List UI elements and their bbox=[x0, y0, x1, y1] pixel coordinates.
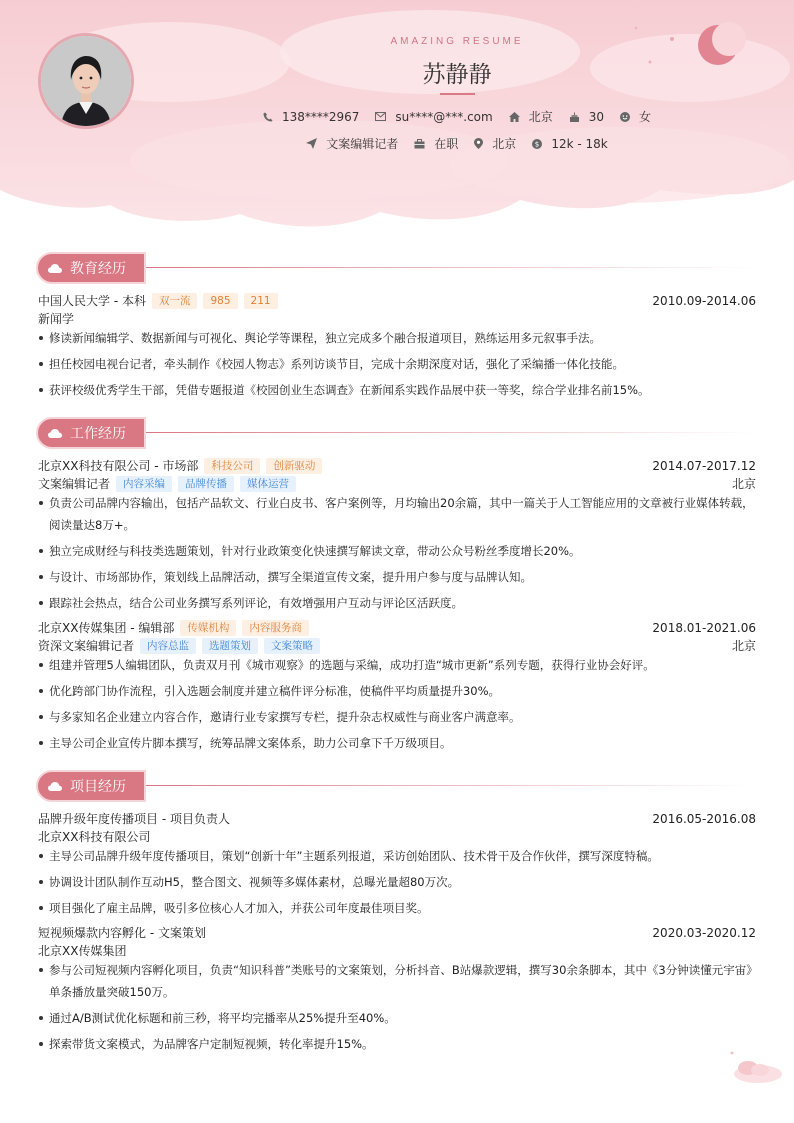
list-item: 组建并管理5人编辑团队，负责双月刊《城市观察》的选题与采编，成功打造“城市更新”系列专题，获得行业协会好评。 bbox=[38, 654, 756, 676]
list-item: 跟踪社会热点，结合公司业务撰写系列评论，有效增强用户互动与评论区活跃度。 bbox=[38, 592, 756, 614]
list-item: 独立完成财经与科技类选题策划，针对行业政策变化快速撰写解读文章，带动公众号粉丝季度增长20%。 bbox=[38, 540, 756, 562]
hometown-text: 北京 bbox=[528, 110, 553, 124]
section-education-header bbox=[36, 252, 756, 284]
gender-text: 女 bbox=[639, 110, 652, 124]
section-title: 教育经历 bbox=[70, 261, 126, 277]
briefcase-icon bbox=[414, 139, 425, 149]
role-tag: 品牌传播 bbox=[178, 476, 234, 492]
project-name: 品牌升级年度传播项目 - 项目负责人 bbox=[38, 812, 230, 826]
project-date: 2020.03-2020.12 bbox=[652, 925, 756, 940]
role-tag: 媒体运营 bbox=[240, 476, 296, 492]
cloud-icon bbox=[728, 1050, 784, 1086]
role-tag: 内容总监 bbox=[140, 638, 196, 654]
section-pill bbox=[36, 770, 146, 802]
company-tag: 内容服务商 bbox=[242, 620, 309, 636]
job-city: 北京 bbox=[731, 639, 756, 653]
target-job-item bbox=[306, 135, 398, 152]
list-item: 与多家知名企业建立内容合作，邀请行业专家撰写专栏，提升杂志权威性与商业客户满意率。 bbox=[38, 706, 756, 728]
cloud-icon bbox=[48, 429, 62, 438]
section-title: 项目经历 bbox=[70, 779, 126, 795]
brand-text: AMAZING RESUME bbox=[390, 36, 524, 47]
project-org-row bbox=[38, 942, 756, 959]
job-role-row bbox=[38, 637, 756, 654]
list-item: 主导公司品牌升级年度传播项目，策划“创新十年”主题系列报道，采访创始团队、技术骨干及合作伙伴，撰写深度特稿。 bbox=[38, 845, 756, 867]
svg-text:$: $ bbox=[535, 140, 540, 149]
phone-text: 138****2967 bbox=[281, 109, 360, 124]
list-item: 参与公司短视频内容孵化项目，负责“知识科普”类账号的文案策划，分析抖音、B站爆款逻辑，撰写30余条脚本，其中《3分钟读懂元宇宙》单条播放量突破150万。 bbox=[38, 959, 756, 1003]
list-item: 主导公司企业宣传片脚本撰写，统筹品牌文案体系，助力公司拿下千万级项目。 bbox=[38, 732, 756, 754]
email-text: su****@***.com bbox=[395, 109, 493, 124]
intention-row bbox=[0, 135, 794, 152]
home-icon bbox=[509, 112, 520, 122]
list-item: 获评校级优秀学生干部，凭借专题报道《校园创业生态调查》在新闻系实践作品展中获一等奖，综合学业排名前15%。 bbox=[38, 379, 756, 401]
project-row bbox=[38, 810, 756, 827]
send-icon bbox=[306, 138, 317, 149]
age-item bbox=[569, 110, 604, 124]
money-icon bbox=[532, 139, 542, 149]
salary-item bbox=[532, 137, 607, 151]
project-name: 短视频爆款内容孵化 - 文案策划 bbox=[38, 926, 206, 940]
cake-icon bbox=[569, 112, 580, 122]
section-title: 工作经历 bbox=[70, 426, 126, 442]
cloud-icon bbox=[48, 264, 62, 273]
job-role: 文案编辑记者 bbox=[38, 477, 111, 491]
major: 新闻学 bbox=[38, 312, 75, 326]
school-tag: 211 bbox=[244, 293, 278, 309]
section-pill bbox=[36, 417, 146, 449]
section-pill bbox=[36, 252, 146, 284]
list-item: 协调设计团队制作互动H5，整合图文、视频等多媒体素材，总曝光量超80万次。 bbox=[38, 871, 756, 893]
resume-header bbox=[0, 0, 794, 232]
job-company-row bbox=[38, 457, 756, 474]
section-divider bbox=[146, 432, 756, 433]
hometown-item bbox=[509, 108, 553, 125]
school-tag: 双一流 bbox=[152, 293, 198, 309]
gender-item bbox=[620, 108, 651, 125]
project-org: 北京XX科技有限公司 bbox=[38, 830, 151, 844]
list-item: 担任校园电视台记者，牵头制作《校园人物志》系列访谈节目，完成十余期深度对话，强化了采编播一体化技能。 bbox=[38, 353, 756, 375]
company-tag: 传媒机构 bbox=[180, 620, 236, 636]
project-org: 北京XX传媒集团 bbox=[38, 944, 127, 958]
cloud-icon bbox=[48, 782, 62, 791]
age-text: 30 bbox=[588, 109, 605, 124]
city-item bbox=[474, 135, 516, 152]
project-org-row bbox=[38, 828, 756, 845]
status-item bbox=[414, 135, 458, 152]
section-projects-header bbox=[36, 770, 756, 802]
role-tag: 文案策略 bbox=[264, 638, 320, 654]
job-city: 北京 bbox=[731, 477, 756, 491]
school-name: 中国人民大学 - 本科 bbox=[38, 294, 146, 308]
candidate-name: 苏静静 bbox=[422, 62, 492, 88]
role-tag: 选题策划 bbox=[202, 638, 258, 654]
project-date: 2016.05-2016.08 bbox=[652, 811, 756, 826]
section-work-header bbox=[36, 417, 756, 449]
job-company-row bbox=[38, 619, 756, 636]
company-name: 北京XX科技有限公司 - 市场部 bbox=[38, 459, 199, 473]
list-item: 探索带货文案模式，为品牌客户定制短视频，转化率提升15%。 bbox=[38, 1033, 756, 1055]
status-text: 在职 bbox=[434, 137, 459, 151]
school-tag: 985 bbox=[203, 293, 237, 309]
name-underline bbox=[440, 93, 475, 95]
phone-item bbox=[263, 110, 359, 124]
mail-icon bbox=[375, 112, 386, 121]
location-icon bbox=[474, 138, 483, 149]
city-text: 北京 bbox=[492, 137, 517, 151]
role-tag: 内容采编 bbox=[116, 476, 172, 492]
job-date: 2014.07-2017.12 bbox=[652, 458, 756, 473]
job-role: 资深文案编辑记者 bbox=[38, 639, 135, 653]
list-item: 通过A/B测试优化标题和前三秒，将平均完播率从25%提升至40%。 bbox=[38, 1007, 756, 1029]
job-role-row bbox=[38, 475, 756, 492]
section-divider bbox=[146, 267, 756, 268]
list-item: 与设计、市场部协作，策划线上品牌活动，撰写全渠道宣传文案，提升用户参与度与品牌认知。 bbox=[38, 566, 756, 588]
education-date: 2010.09-2014.06 bbox=[652, 293, 756, 308]
company-tag: 科技公司 bbox=[204, 458, 260, 474]
job-date: 2018.01-2021.06 bbox=[652, 620, 756, 635]
target-job-text: 文案编辑记者 bbox=[326, 137, 399, 151]
education-row bbox=[38, 292, 756, 309]
contact-row bbox=[0, 108, 794, 125]
major-row bbox=[38, 310, 756, 327]
list-item: 优化跨部门协作流程，引入选题会制度并建立稿件评分标准，使稿件平均质量提升30%。 bbox=[38, 680, 756, 702]
smile-icon bbox=[620, 112, 630, 122]
list-item: 负责公司品牌内容输出，包括产品软文、行业白皮书、客户案例等，月均输出20余篇，其中一篇关于人工智能应用的文章被行业媒体转载，阅读量达8万+。 bbox=[38, 492, 756, 536]
company-name: 北京XX传媒集团 - 编辑部 bbox=[38, 621, 175, 635]
phone-icon bbox=[263, 112, 273, 122]
list-item: 修读新闻编辑学、数据新闻与可视化、舆论学等课程，独立完成多个融合报道项目，熟练运用多元叙事手法。 bbox=[38, 327, 756, 349]
list-item: 项目强化了雇主品牌，吸引多位核心人才加入，并获公司年度最佳项目奖。 bbox=[38, 897, 756, 919]
project-row bbox=[38, 924, 756, 941]
section-divider bbox=[146, 785, 756, 786]
email-item bbox=[375, 110, 492, 124]
company-tag: 创新驱动 bbox=[266, 458, 322, 474]
salary-text: 12k - 18k bbox=[551, 136, 608, 151]
